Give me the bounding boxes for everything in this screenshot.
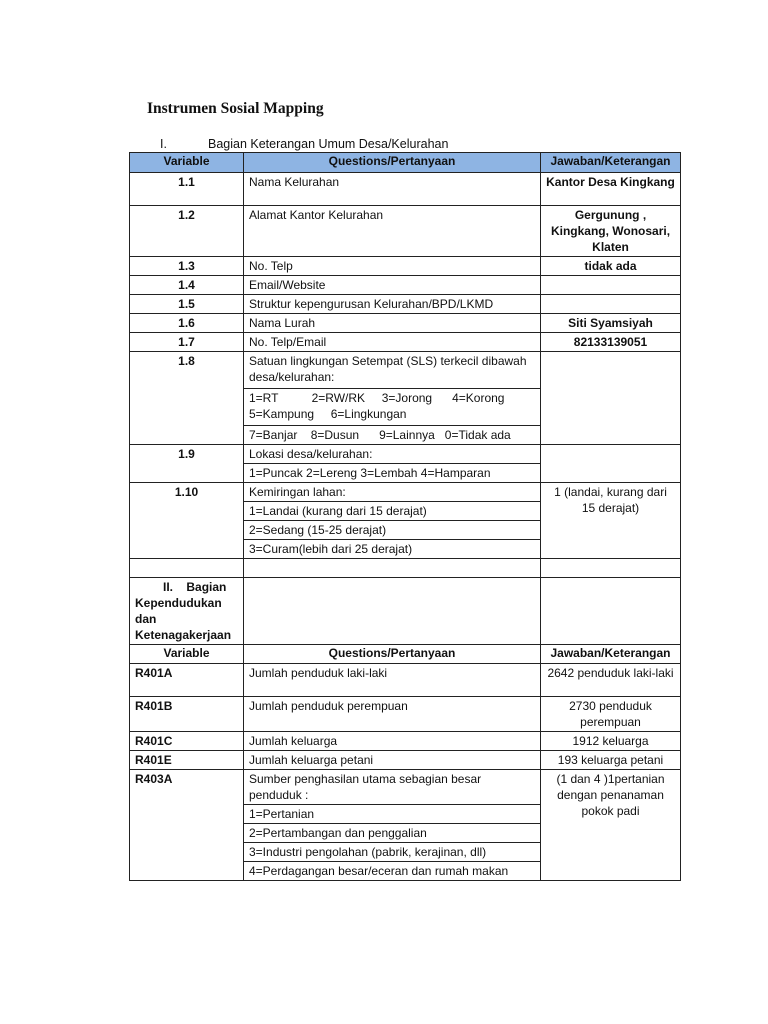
question-cell: No. Telp: [244, 257, 541, 276]
header-variable: Variable: [130, 153, 244, 173]
question-cell: No. Telp/Email: [244, 333, 541, 352]
table-row: [130, 257, 681, 276]
variable-cell: 1.7: [130, 333, 244, 352]
variable-cell: R401E: [130, 751, 244, 770]
variable-cell: 1.8: [130, 352, 244, 445]
question-cell: Lokasi desa/kelurahan:: [244, 445, 541, 464]
variable-cell: 1.2: [130, 206, 244, 257]
header-variable: Variable: [130, 645, 244, 664]
answer-cell: (1 dan 4 )1pertanian dengan penanaman pokok padi: [541, 770, 681, 881]
section-2-heading-line: [135, 579, 238, 595]
empty-row: [130, 559, 681, 578]
option-cell: 1=RT 2=RW/RK 3=Jorong 4=Korong 5=Kampung 6=Lingkungan: [244, 389, 541, 426]
answer-cell: tidak ada: [541, 257, 681, 276]
question-cell: Email/Website: [244, 276, 541, 295]
variable-cell: R403A: [130, 770, 244, 881]
question-cell: Jumlah penduduk perempuan: [244, 697, 541, 732]
option-cell: 3=Curam(lebih dari 25 derajat): [244, 540, 541, 559]
header-row-1: [130, 153, 681, 173]
answer-cell: 193 keluarga petani: [541, 751, 681, 770]
option-cell: 7=Banjar 8=Dusun 9=Lainnya 0=Tidak ada: [244, 426, 541, 445]
question-cell: Nama Lurah: [244, 314, 541, 333]
table-row: [130, 314, 681, 333]
question-cell: Jumlah keluarga: [244, 732, 541, 751]
section-2-title-line: dan: [135, 612, 157, 626]
question-cell: Jumlah penduduk laki-laki: [244, 664, 541, 697]
empty-cell: [541, 559, 681, 578]
option-cell: 4=Perdagangan besar/eceran dan rumah makan: [244, 862, 541, 881]
option-cell: 2=Sedang (15-25 derajat): [244, 521, 541, 540]
table-row: [130, 295, 681, 314]
option-cell: 2=Pertambangan dan penggalian: [244, 824, 541, 843]
table-row: [130, 770, 681, 805]
answer-cell: [541, 276, 681, 295]
section-1-number: I.: [160, 137, 167, 151]
table-row: [130, 276, 681, 295]
section-2-title-line: Kependudukan: [135, 596, 222, 610]
header-questions: Questions/Pertanyaan: [244, 645, 541, 664]
empty-cell: [244, 559, 541, 578]
question-cell: Kemiringan lahan:: [244, 483, 541, 502]
variable-cell: 1.5: [130, 295, 244, 314]
table-row: [130, 697, 681, 732]
answer-cell: [541, 295, 681, 314]
question-cell: Alamat Kantor Kelurahan: [244, 206, 541, 257]
questionnaire-table: [129, 152, 681, 881]
section-2-heading: [130, 578, 244, 645]
question-cell: Satuan lingkungan Setempat (SLS) terkecil dibawah desa/kelurahan:: [244, 352, 541, 389]
document-title: Instrumen Sosial Mapping: [147, 100, 324, 117]
section-2-heading-row: [130, 578, 681, 645]
answer-cell: 1 (landai, kurang dari 15 derajat): [541, 483, 681, 559]
answer-cell: 2730 penduduk perempuan: [541, 697, 681, 732]
option-cell: 3=Industri pengolahan (pabrik, kerajinan, dll): [244, 843, 541, 862]
answer-cell: Kantor Desa Kingkang: [541, 173, 681, 206]
header-answers: Jawaban/Keterangan: [541, 645, 681, 664]
table-row: [130, 751, 681, 770]
section-2-number: II.: [163, 580, 174, 594]
empty-cell: [244, 578, 541, 645]
table-row: [130, 732, 681, 751]
answer-cell: Gergunung , Kingkang, Wonosari, Klaten: [541, 206, 681, 257]
variable-cell: R401B: [130, 697, 244, 732]
section-2-title-line: Ketenagakerjaan: [135, 628, 232, 642]
answer-cell: 2642 penduduk laki-laki: [541, 664, 681, 697]
option-cell: 1=Puncak 2=Lereng 3=Lembah 4=Hamparan: [244, 464, 541, 483]
empty-cell: [541, 578, 681, 645]
section-2-title-line: Bagian: [186, 580, 227, 594]
table-row: [130, 664, 681, 697]
variable-cell: 1.9: [130, 445, 244, 483]
section-1-title: Bagian Keterangan Umum Desa/Kelurahan: [208, 137, 449, 151]
table-row: [130, 333, 681, 352]
answer-cell: 82133139051: [541, 333, 681, 352]
table-row: [130, 352, 681, 389]
answer-cell: [541, 352, 681, 445]
table-row: [130, 483, 681, 502]
header-row-2: [130, 645, 681, 664]
table-row: [130, 206, 681, 257]
variable-cell: 1.1: [130, 173, 244, 206]
variable-cell: 1.6: [130, 314, 244, 333]
empty-cell: [130, 559, 244, 578]
question-cell: Struktur kepengurusan Kelurahan/BPD/LKMD: [244, 295, 541, 314]
variable-cell: 1.3: [130, 257, 244, 276]
header-questions: Questions/Pertanyaan: [244, 153, 541, 173]
option-cell: 1=Pertanian: [244, 805, 541, 824]
variable-cell: 1.4: [130, 276, 244, 295]
answer-cell: Siti Syamsiyah: [541, 314, 681, 333]
table-row: [130, 173, 681, 206]
variable-cell: 1.10: [130, 483, 244, 559]
answer-cell: 1912 keluarga: [541, 732, 681, 751]
question-cell: Sumber penghasilan utama sebagian besar penduduk :: [244, 770, 541, 805]
table-row: [130, 445, 681, 464]
answer-cell: [541, 445, 681, 483]
option-cell: 1=Landai (kurang dari 15 derajat): [244, 502, 541, 521]
question-cell: Nama Kelurahan: [244, 173, 541, 206]
question-cell: Jumlah keluarga petani: [244, 751, 541, 770]
header-answers: Jawaban/Keterangan: [541, 153, 681, 173]
variable-cell: R401C: [130, 732, 244, 751]
variable-cell: R401A: [130, 664, 244, 697]
